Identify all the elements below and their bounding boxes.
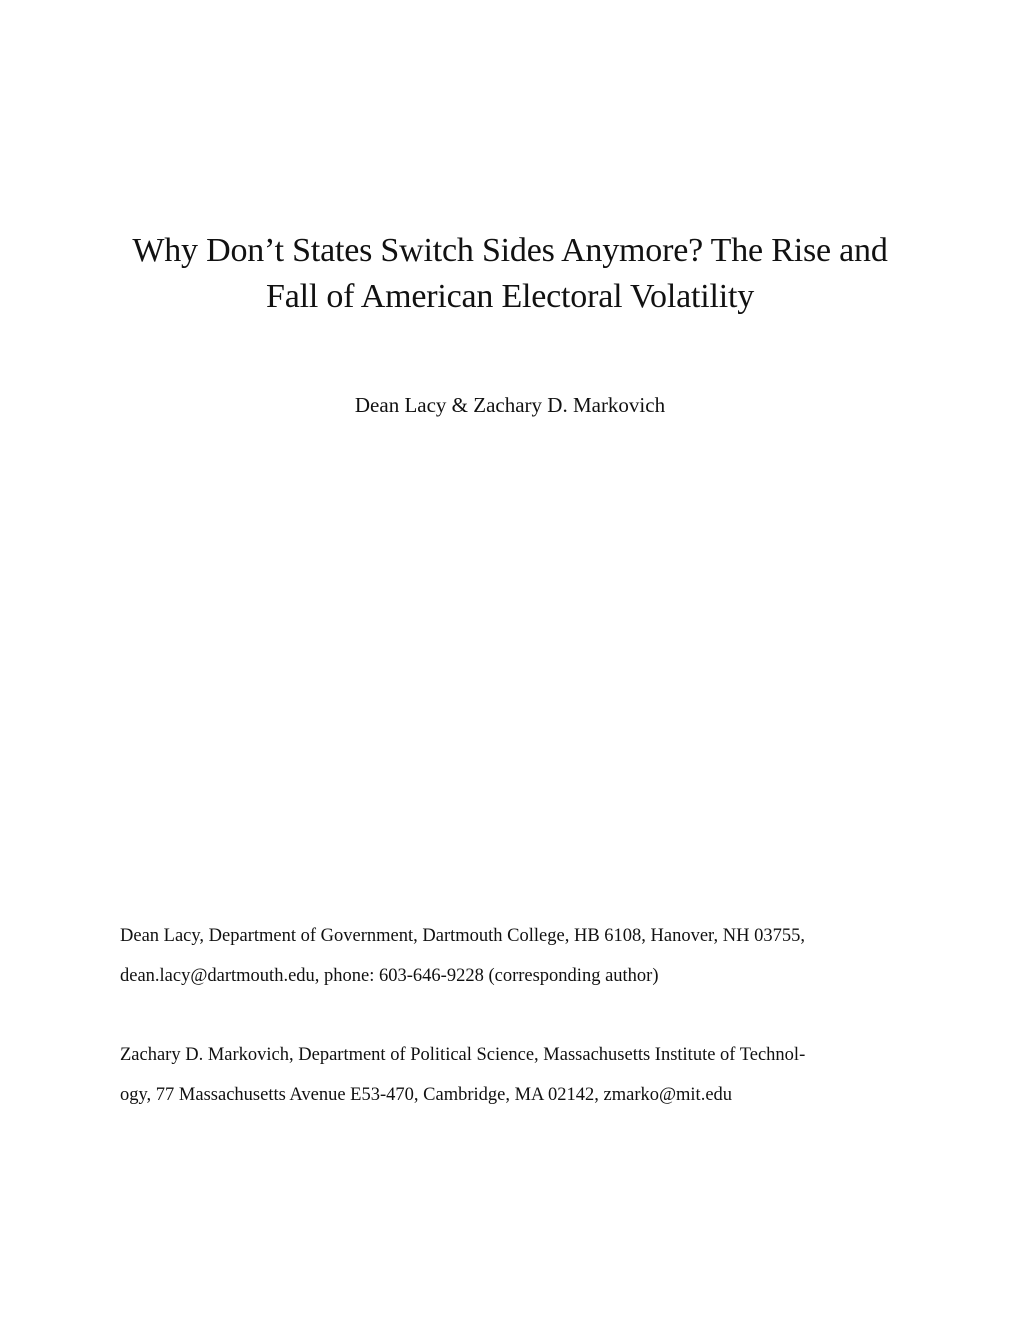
affiliation-line: dean.lacy@dartmouth.edu, phone: 603-646-9228 (corresponding author) (120, 966, 659, 986)
author-list: Dean Lacy & Zachary D. Markovich (354, 393, 666, 417)
affiliation-line: Dean Lacy, Department of Government, Dartmouth College, HB 6108, Hanover, NH 03755, (120, 926, 805, 946)
affiliation-line: Zachary D. Markovich, Department of Political Science, Massachusetts Institute of Technol- (120, 1045, 806, 1065)
affiliation-lacy (120, 916, 910, 996)
affiliation-markovich (120, 1035, 910, 1115)
paper-title-line-1: Why Don’t States Switch Sides Anymore? The Rise and (132, 232, 888, 269)
paper-title-line-2: Fall of American Electoral Volatility (265, 278, 754, 315)
paper-title (100, 228, 920, 320)
affiliation-line: ogy, 77 Massachusetts Avenue E53-470, Cambridge, MA 02142, zmarko@mit.edu (120, 1085, 733, 1105)
